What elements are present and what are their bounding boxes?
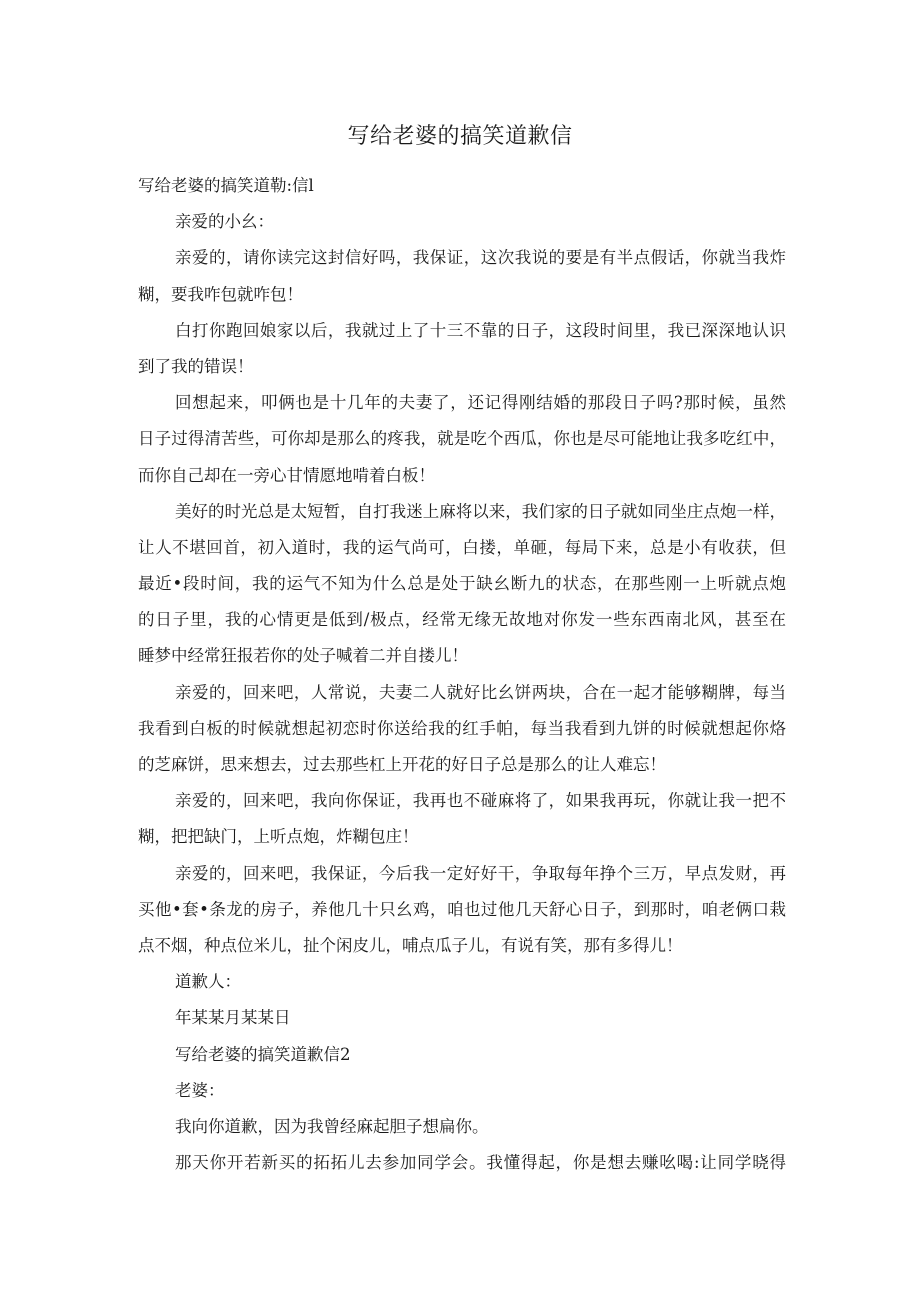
text-line: 亲爱的，请你读完这封信好吗，我保证，这次我说的要是有半点假话，你就当我炸 [175, 248, 786, 268]
text-line: 我向你道歉，因为我曾经麻起胆子想扁你。 [175, 1116, 489, 1136]
document-body [138, 168, 786, 1181]
text-line: 到了我的错误！ [138, 356, 254, 376]
text-line: 睡梦中经常狂报若你的处子喊着二并自搂儿！ [138, 646, 468, 666]
text-line: 的日子里，我的心情更是低到/极点，经常无缘无故地对你发一些东西南北风，甚至在 [138, 610, 786, 630]
text-line: 点不烟，种点位米儿，扯个闲皮儿，哺点瓜子儿，有说有笑，那有多得儿！ [138, 935, 683, 955]
text-line: 白打你跑回娘家以后，我就过上了十三不靠的日子，这段时间里，我已深深地认识 [175, 320, 786, 340]
text-line: 美好的时光总是太短暂，自打我迷上麻将以来，我们家的日子就如同坐庄点炮一样， [175, 501, 786, 521]
text-line: 糊，把把缺门，上听点炮，炸糊包庄！ [138, 827, 419, 847]
text-line: 亲爱的，回来吧，我保证，今后我一定好好干，争取每年挣个三万，早点发财，再 [175, 863, 786, 883]
text-line: 的芝麻饼，思来想去，过去那些杠上开花的好日子总是那么的让人难忘！ [138, 755, 666, 774]
text-line: 最近•段时间，我的运气不知为什么总是处于缺幺断九的状态，在那些刚一上听就点炮 [138, 574, 786, 594]
text-line: 亲爱的，回来吧，人常说，夫妻二人就好比幺饼两块，合在一起才能够糊牌，每当 [175, 682, 786, 702]
text-line: 那天你开若新买的拓拓儿去参加同学会。我懂得起，你是想去赚吆喝:让同学晓得 [175, 1153, 786, 1173]
document-title: 写给老婆的搞笑道歉信 [347, 124, 573, 149]
text-line: 糊，要我咋包就咋包！ [138, 284, 303, 304]
text-line: 让人不堪回首，初入道时，我的运气尚可，白搂，单砸，每局下来，总是小有收获，但 [138, 537, 786, 557]
text-line: 回想起来，叩俩也是十几年的夫妻了，还记得刚结婚的那段日子吗?那时候，虽然 [175, 393, 786, 413]
text-line: 日子过得清苦些，可你却是那么的疼我，就是吃个西瓜，你也是尽可能地让我多吃红中， [138, 429, 786, 449]
text-line: 年某某月某某日 [175, 1008, 291, 1028]
text-line: 亲爱的，回来吧，我向你保证，我再也不碰麻将了，如果我再玩，你就让我一把不 [175, 791, 786, 811]
text-line: 亲爱的小幺： [175, 212, 274, 232]
text-line: 老婆： [175, 1080, 225, 1100]
text-line: 买他•套•条龙的房子，养他几十只幺鸡，咱也过他几天舒心日子，到那时，咱老俩口栽 [138, 899, 786, 919]
text-line: 写给老婆的搞笑道歉信2 [175, 1044, 351, 1064]
text-line: 我看到白板的时候就想起初恋时你送给我的红手帕，每当我看到九饼的时候就想起你烙 [138, 718, 786, 738]
text-line: 而你自己却在一旁心甘情愿地啃着白板！ [138, 465, 435, 485]
text-line: 写给老婆的搞笑道勒:信l [138, 176, 314, 195]
text-line: 道歉人： [175, 972, 241, 992]
